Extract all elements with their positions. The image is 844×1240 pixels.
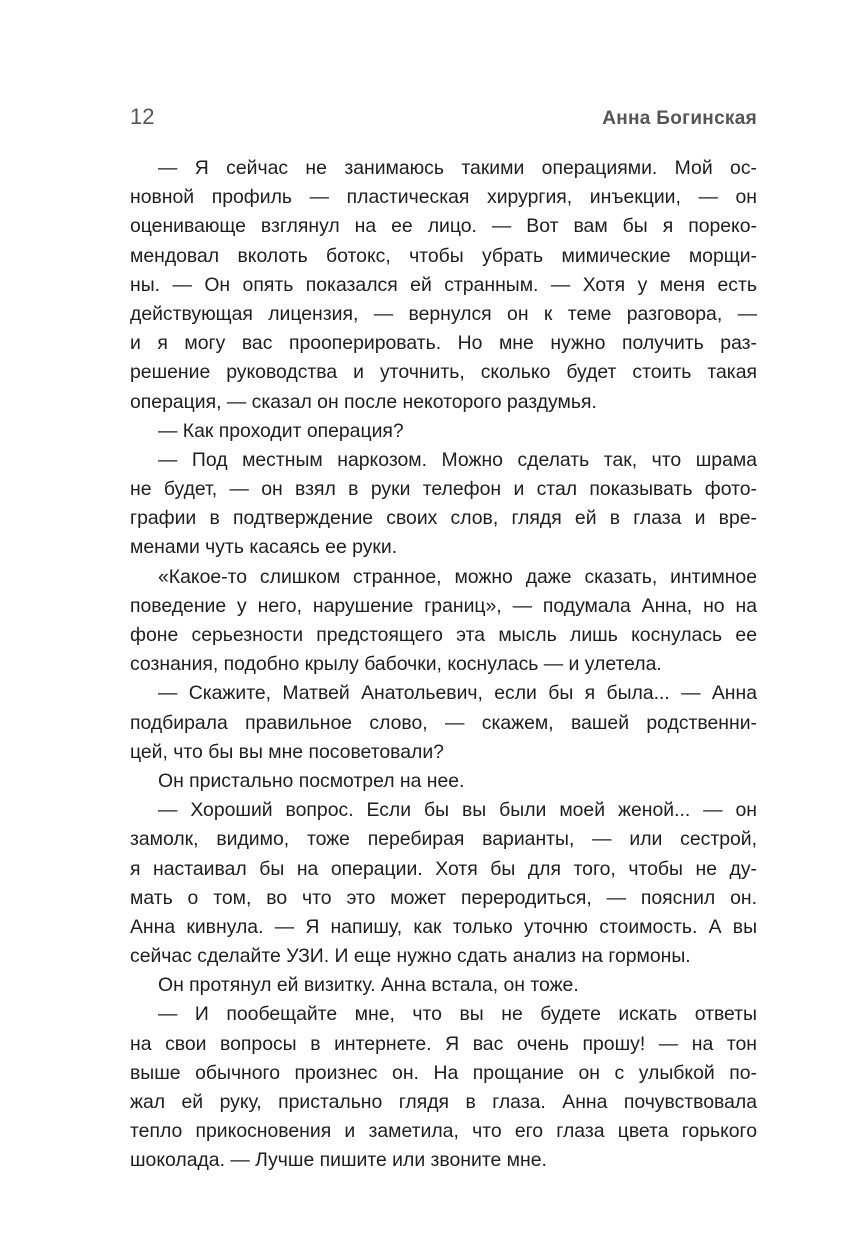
text-line: решение руководства и уточнить, сколько будет стоить такая bbox=[130, 361, 757, 384]
text-line: новной профиль — пластическая хирургия, инъекции, — он bbox=[130, 186, 757, 209]
text-line: «Какое-то слишком странное, можно даже сказать, интимное bbox=[158, 565, 757, 588]
text-line: на свои вопросы в интернете. Я вас очень прошу! — на тон bbox=[130, 1032, 757, 1055]
text-line: — Я сейчас не занимаюсь такими операциями. Мой ос- bbox=[158, 157, 757, 179]
text-line: ны. — Он опять показался ей странным. — Хотя у меня есть bbox=[130, 273, 757, 296]
text-line: — Как проходит операция? bbox=[158, 419, 404, 442]
text-line: не будет, — он взял в руки телефон и стал показывать фото- bbox=[130, 478, 757, 501]
text-line: — Под местным наркозом. Можно сделать так, что шрама bbox=[158, 448, 757, 471]
text-line: замолк, видимо, тоже перебирая варианты, — или сестрой, bbox=[130, 828, 757, 851]
text-line: — И пообещайте мне, что вы не будете искать ответы bbox=[158, 1003, 757, 1026]
body-text bbox=[130, 154, 757, 1176]
text-line: оценивающе взглянул на ее лицо. — Вот вам бы я пореко- bbox=[130, 215, 757, 238]
text-line: менами чуть касаясь ее руки. bbox=[130, 536, 398, 559]
text-line: — Скажите, Матвей Анатольевич, если бы я была... — Анна bbox=[158, 682, 757, 705]
text-line: цей, что бы вы мне посоветовали? bbox=[130, 740, 444, 763]
running-head bbox=[130, 104, 757, 134]
text-line: подбирала правильное слово, — скажем, вашей родственни- bbox=[130, 711, 757, 734]
text-line: графии в подтверждение своих слов, глядя ей в глаза и вре- bbox=[130, 507, 757, 530]
text-line: Он пристально посмотрел на нее. bbox=[158, 769, 465, 792]
text-line: поведение у него, нарушение границ», — подумала Анна, но на bbox=[130, 594, 757, 617]
text-line: жал ей руку, пристально глядя в глаза. Анна почувствовала bbox=[130, 1091, 757, 1113]
text-line: мендовал вколоть ботокс, чтобы убрать мимические морщи- bbox=[130, 244, 757, 267]
text-line: действующая лицензия, — вернулся он к теме разговора, — bbox=[130, 302, 757, 325]
text-line: я настаивал бы на операции. Хотя бы для того, чтобы не ду- bbox=[130, 857, 757, 880]
text-line: Анна кивнула. — Я напишу, как только уточню стоимость. А вы bbox=[130, 915, 757, 938]
page-number: 12 bbox=[130, 104, 155, 129]
author-name: Анна Богинская bbox=[602, 108, 757, 129]
text-line: шоколада. — Лучше пишите или звоните мне. bbox=[130, 1149, 547, 1172]
text-line: выше обычного произнес он. На прощание он с улыбкой по- bbox=[130, 1061, 757, 1084]
text-line: и я могу вас прооперировать. Но мне нужно получить раз- bbox=[130, 332, 757, 355]
text-line: — Хороший вопрос. Если бы вы были моей женой... — он bbox=[158, 799, 757, 822]
text-line: сейчас сделайте УЗИ. И еще нужно сдать анализ на гормоны. bbox=[130, 945, 691, 968]
text-line: сознания, подобно крылу бабочки, коснулась — и улетела. bbox=[130, 653, 662, 676]
text-line: тепло прикосновения и заметила, что его глаза цвета горького bbox=[130, 1120, 757, 1143]
text-line: Он протянул ей визитку. Анна встала, он тоже. bbox=[158, 974, 579, 997]
text-line: фоне серьезности предстоящего эта мысль лишь коснулась ее bbox=[130, 624, 757, 646]
text-line: мать о том, во что это может переродиться, — пояснил он. bbox=[130, 886, 757, 909]
text-line: операция, — сказал он после некоторого раздумья. bbox=[130, 390, 597, 413]
